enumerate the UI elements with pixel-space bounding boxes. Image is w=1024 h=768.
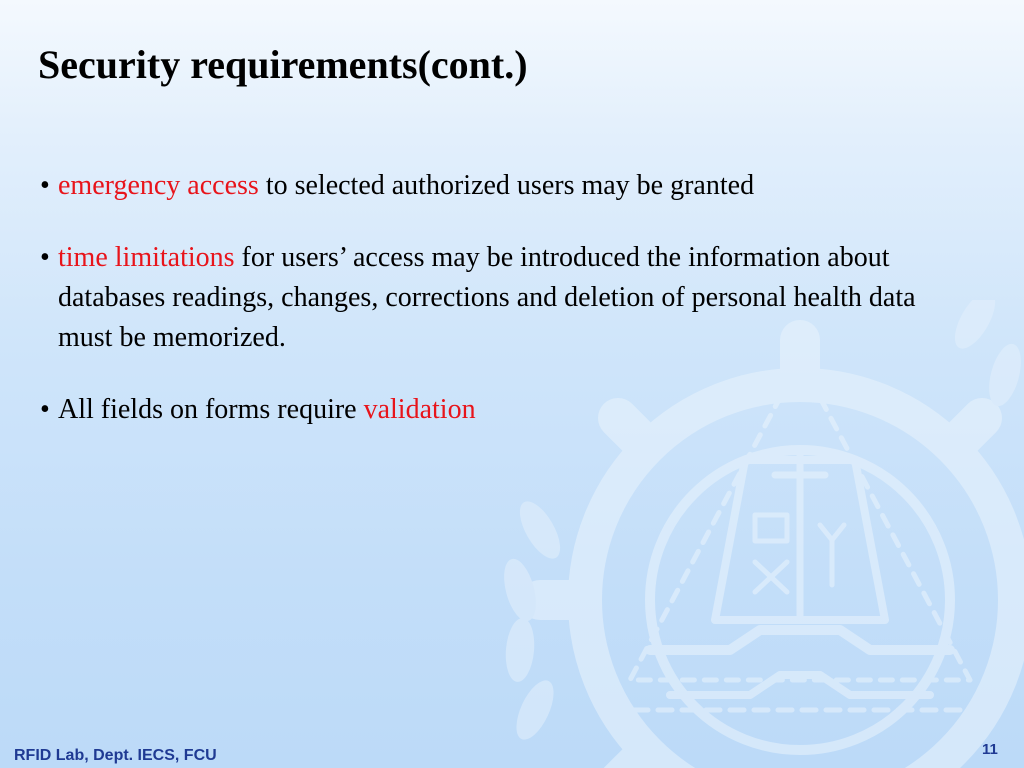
highlight-term: emergency access xyxy=(58,170,259,201)
highlight-term: time limitations xyxy=(58,242,235,273)
bullet-text xyxy=(58,166,940,206)
bullet-item-time-limitations xyxy=(40,238,940,358)
bullet-marker: • xyxy=(40,170,50,201)
bullet-item-validation xyxy=(40,390,940,430)
footer-label: RFID Lab, Dept. IECS, FCU xyxy=(14,747,217,764)
page-number: 11 xyxy=(982,741,998,758)
bullet-marker: • xyxy=(40,242,50,273)
highlight-term: validation xyxy=(363,394,476,425)
bullet-item-emergency-access xyxy=(40,166,940,206)
bullet-body: All fields on forms require xyxy=(58,394,364,425)
fcu-emblem-watermark xyxy=(500,300,1024,768)
bullet-marker: • xyxy=(40,394,50,425)
slide-title: Security requirements(cont.) xyxy=(38,42,528,87)
bullet-text xyxy=(58,238,940,358)
bullet-body: to selected authorized users may be granted xyxy=(258,170,755,201)
bullet-body: for users’ access may be introduced the information about databases readings, changes, corrections and deletion of personal health data must be memorized. xyxy=(58,242,916,353)
bullet-text xyxy=(58,390,940,430)
